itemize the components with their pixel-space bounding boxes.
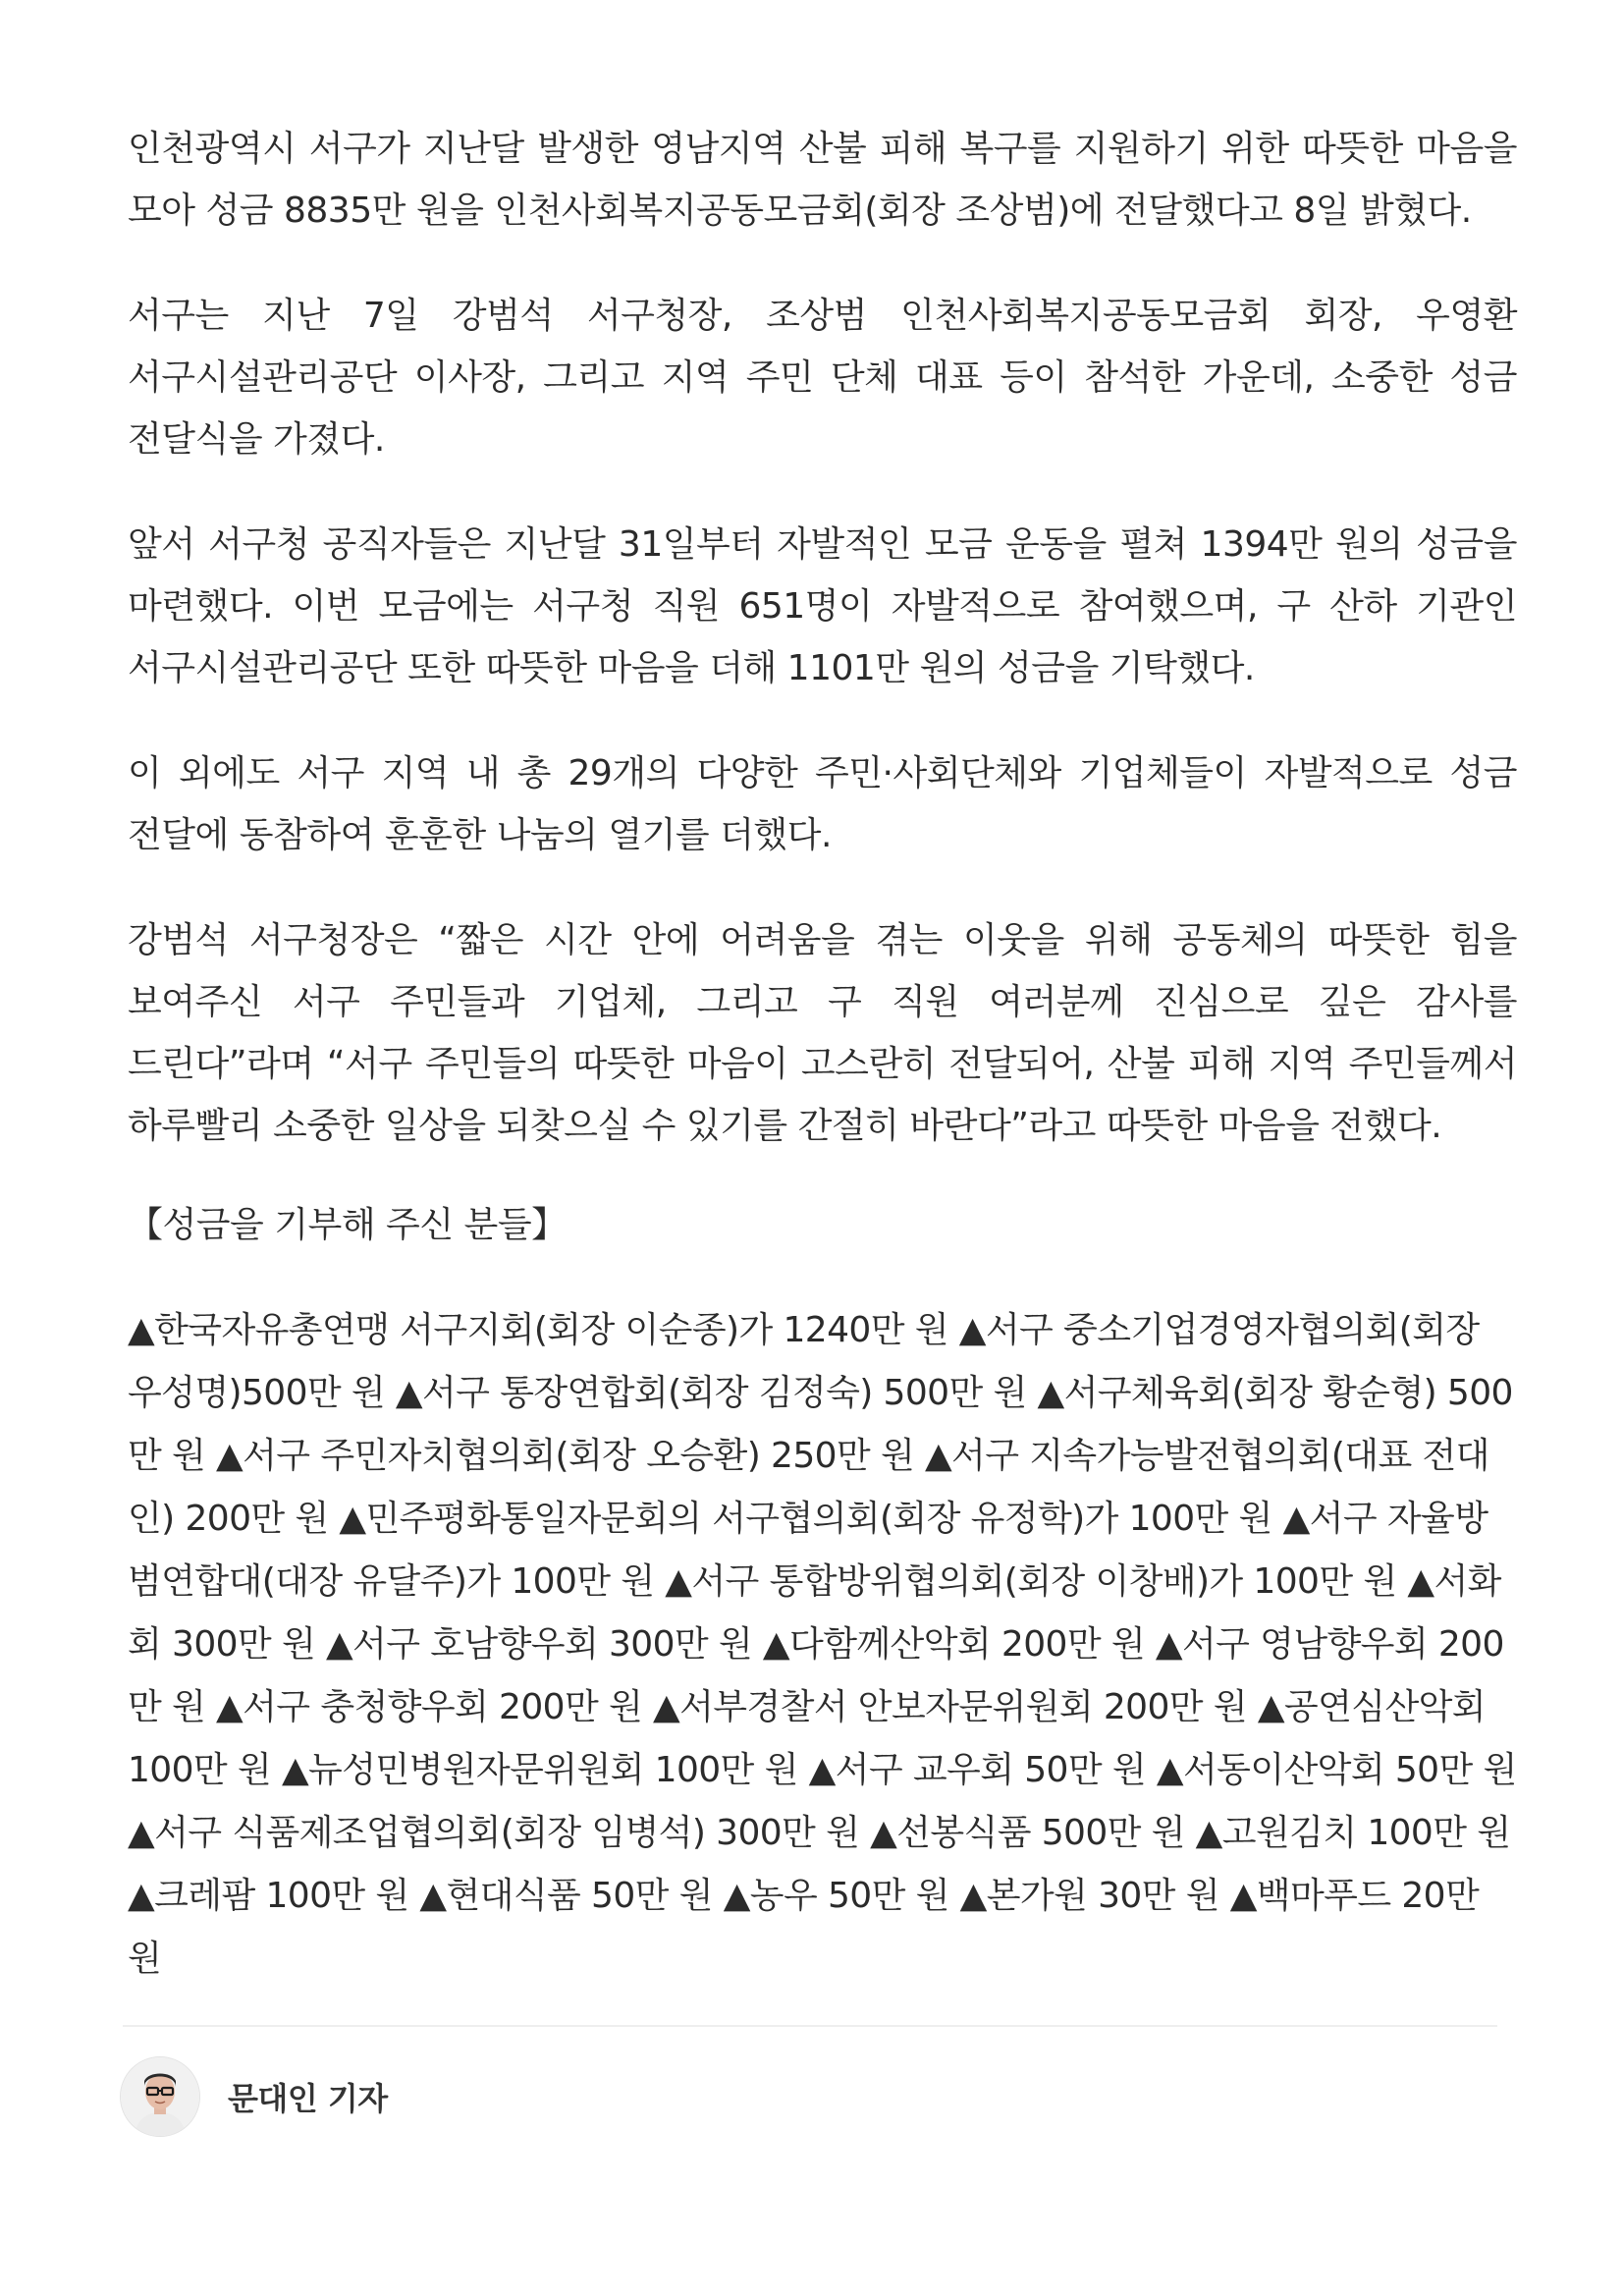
byline [120, 2057, 388, 2136]
paragraph-5-quote: 강범석 서구청장은 “짧은 시간 안에 어려움을 겪는 이웃을 위해 공동체의 따뜻한 힘을 보여주신 서구 주민들과 기업체, 그리고 구 직원 여러분께 진심으로 깊은 감사를 드린다”라며 “서구 주민들의 따뜻한 마음이 고스란히 전달되어, 산불 피해 지역 주민들께서 하루빨리 소중한 일상을 되찾으실 수 있기를 간절히 바란다”라고 따뜻한 마음을 전했다. [128, 920, 1517, 1146]
donor-list: ▲한국자유총연맹 서구지회(회장 이순종)가 1240만 원 ▲서구 중소기업경영자협의회(회장 우성명)500만 원 ▲서구 통장연합회(회장 김정숙) 500만 원 ▲서구체육회(회장 황순형) 500만 원 ▲서구 주민자치협의회(회장 오승환) 250만 원 ▲서구 지속가능발전협의회(대표 전대인) 200만 원 ▲민주평화통일자문회의 서구협의회(회장 유정학)가 100만 원 ▲서구 자율방범연합대(대장 유달주)가 100만 원 ▲서구 통합방위협의회(회장 이창배)가 100만 원 ▲서화회 300만 원 ▲서구 호남향우회 300만 원 ▲다함께산악회 200만 원 ▲서구 영남향우회 200만 원 ▲서구 충청향우회 200만 원 ▲서부경찰서 안보자문위원회 200만 원 ▲공연심산악회 100만 원 ▲뉴성민병원자문위원회 100만 원 ▲서구 교우회 50만 원 ▲서동이산악회 50만 원 ▲서구 식품제조업협의회(회장 임병석) 300만 원 ▲선봉식품 500만 원 ▲고원김치 100만 원 ▲크레팜 100만 원 ▲현대식품 50만 원 ▲농우 50만 원 ▲본가원 30만 원 ▲백마푸드 20만 원 [128, 1310, 1517, 1979]
paragraph-1: 인천광역시 서구가 지난달 발생한 영남지역 산불 피해 복구를 지원하기 위한 따뜻한 마음을 모아 성금 8835만 원을 인천사회복지공동모금회(회장 조상범)에 전달했다고 8일 밝혔다. [128, 129, 1517, 231]
article-body [128, 118, 1517, 1991]
paragraph-2: 서구는 지난 7일 강범석 서구청장, 조상범 인천사회복지공동모금회 회장, 우영환 서구시설관리공단 이사장, 그리고 지역 주민 단체 대표 등이 참석한 가운데, 소중한 성금 전달식을 가졌다. [128, 296, 1517, 460]
byline-divider [123, 2025, 1497, 2027]
reporter-name[interactable]: 문대인 기자 [228, 2080, 388, 2117]
paragraph-3: 앞서 서구청 공직자들은 지난달 31일부터 자발적인 모금 운동을 펼쳐 1394만 원의 성금을 마련했다. 이번 모금에는 서구청 직원 651명이 자발적으로 참여했으며, 구 산하 기관인 서구시설관리공단 또한 따뜻한 마음을 더해 1101만 원의 성금을 기탁했다. [128, 524, 1517, 688]
paragraph-4: 이 외에도 서구 지역 내 총 29개의 다양한 주민·사회단체와 기업체들이 자발적으로 성금 전달에 동참하여 훈훈한 나눔의 열기를 더했다. [128, 753, 1517, 855]
donor-heading: 【성금을 기부해 주신 분들】 [128, 1205, 567, 1245]
reporter-avatar-icon [120, 2056, 200, 2137]
